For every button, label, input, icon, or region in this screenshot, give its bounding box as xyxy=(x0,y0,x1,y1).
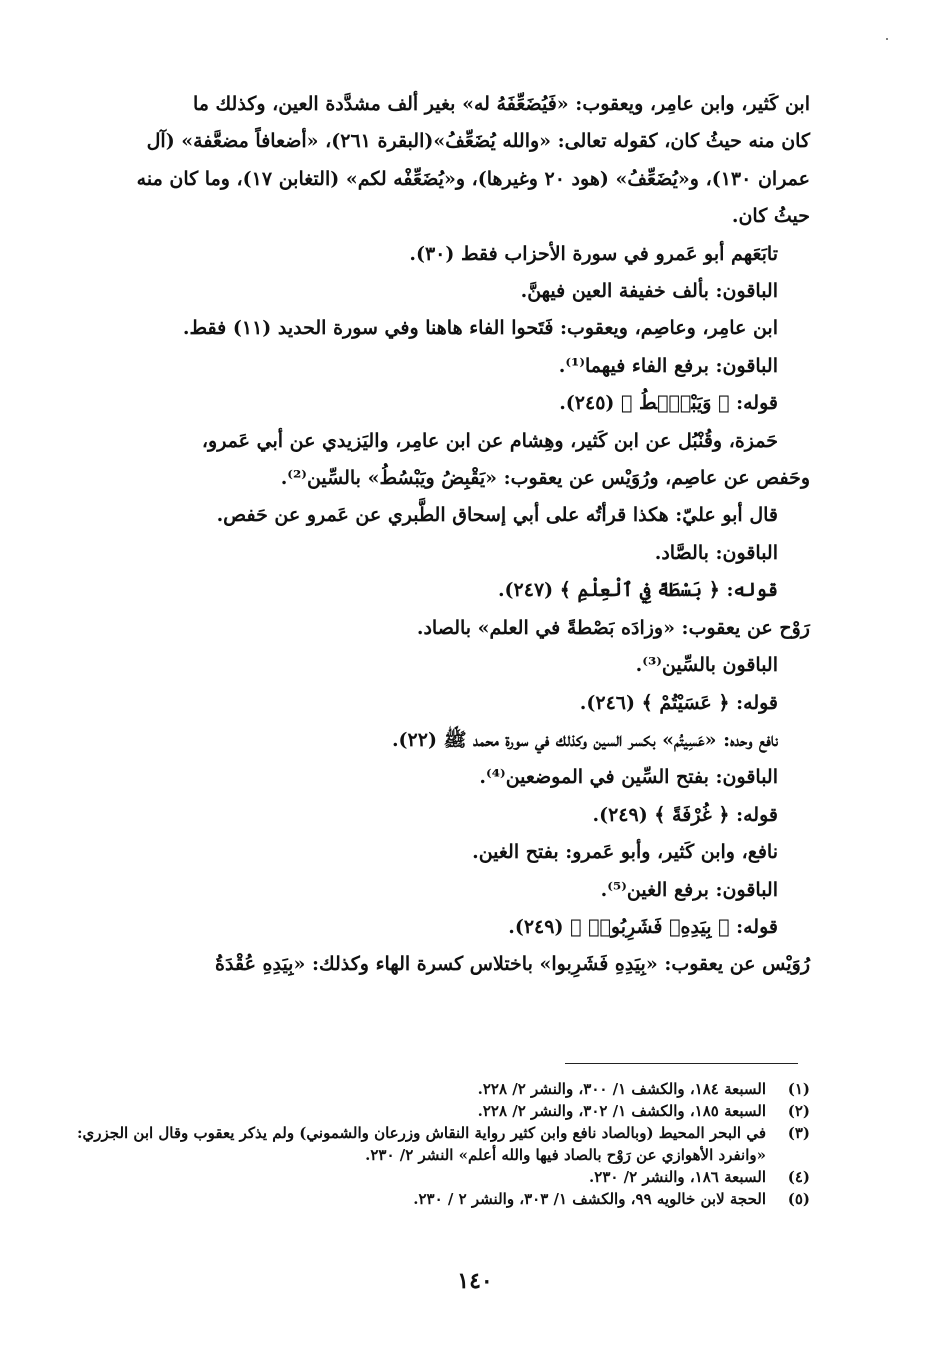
footnote-divider xyxy=(565,1063,798,1064)
footnote-text: في البحر المحيط (وبالصاد نافع وابن كثير رواية النقاش وزرعان والشموني) ولم يذكر يعقوب وقال ابن الجزري: «وانفرد الأهوازي عن رَوْح بالصاد فيها والله أعلم» النشر ٢/ ٢٣٠. xyxy=(76,1124,766,1164)
page-number: ١٤٠ xyxy=(457,1268,493,1294)
text-line: وحَفص عن عاصِم، ورُوَيْس عن يعقوب: «يَقْبِضُ ويَبْسُطُ» بالسِّين⁽²⁾. xyxy=(280,467,810,490)
text-line: ابن كَثير، وابن عامِر، ويعقوب: «فَيُضَعِّفَهُ له» بغير ألف مشدَّدة العين، وكذلك ما xyxy=(192,93,810,115)
text-line: قوله: ﴿ بِيَدِهِۦ فَشَرِبُوا۟ ﴾ (٢٤٩). xyxy=(508,915,778,938)
text-line: قوله: ﴿ عَسَيْتُمْ ﴾ (٢٤٦). xyxy=(579,691,778,714)
text-line: نافع، وابن كَثير، وأبو عَمرو: بفتح الغين. xyxy=(472,841,778,864)
footnote-text: الحجة لابن خالويه ٩٩، والكشف ١/ ٣٠٣، والنشر ٢ / ٢٣٠. xyxy=(413,1190,766,1208)
text-line: رَوْح عن يعقوب: «وزادَه بَصْطةً في العلم» بالصاد. xyxy=(416,616,810,639)
text-line: حَمزة، وقُنْبُل عن ابن كَثير، وهِشام عن ابن عامِر، واليَزيدي عن أبي عَمرو، xyxy=(201,429,778,452)
footnote-number: (٢) xyxy=(787,1102,810,1120)
text-line: نافع وحده: «عَسِيتُم» بكسر السين وكذلك في سورة محمد ﷺ (٢٢). xyxy=(391,728,778,751)
text-line: رُوَيْس عن يعقوب: «بِيَدِهِ فَشَرِبوا» باختلاس كسرة الهاء وكذلك: «بِيَدِهِ عُقْدَةُ xyxy=(215,953,810,976)
text-line: عمران ١٣٠)، و«يُضَعِّفُ» (هود ٢٠ وغيرها)، و«يُضَعِّفْه لكم» (التغابن ١٧)، وما كان منه xyxy=(136,167,810,190)
footnote-number: (٥) xyxy=(787,1190,810,1208)
text-line: الباقون: بألف خفيفة العين فيهنَّ. xyxy=(520,280,778,303)
text-line: الباقون: بالصَّاد. xyxy=(654,541,778,564)
footnote-number: (١) xyxy=(787,1080,810,1098)
text-line: الباقون: برفع الغين⁽⁵⁾. xyxy=(600,878,778,901)
text-line: حيثُ كان. xyxy=(731,205,810,228)
scan-speck xyxy=(886,38,888,40)
footnote-text: السبعة ١٨٤، والكشف ١/ ٣٠٠، والنشر ٢/ ٢٢٨. xyxy=(477,1080,766,1098)
footnote xyxy=(62,1166,810,1188)
text-line: قوله: ﴿ بَسْطَةً فِي ٱلْعِلْمِ ﴾ (٢٤٧). xyxy=(497,579,778,602)
footnote xyxy=(62,1078,810,1100)
footnote xyxy=(62,1188,810,1210)
footnote-number: (٤) xyxy=(787,1168,810,1186)
text-line: قوله: ﴿ وَيَبْصُۜطُ ﴾ (٢٤٥). xyxy=(559,392,778,415)
text-line: كان منه حيثُ كان، كقوله تعالى: «والله يُضَعِّفُ»(البقرة ٢٦١)، «أضعافاً مضعَّفة» (آل xyxy=(146,130,810,153)
text-line: الباقون: بفتح السِّين في الموضعين⁽⁴⁾. xyxy=(479,766,778,789)
footnote-text: السبعة ١٨٦، والنشر ٢/ ٢٣٠. xyxy=(589,1168,766,1186)
footnote-number: (٣) xyxy=(787,1124,810,1142)
text-line: تابَعَهم أبو عَمرو في سورة الأحزاب فقط (٣٠). xyxy=(409,242,778,265)
text-line: ابن عامِر، وعاصِم، ويعقوب: فَتَحوا الفاء هاهنا وفي سورة الحديد (١١) فقط. xyxy=(182,317,778,340)
footnote-text: السبعة ١٨٥، والكشف ١/ ٣٠٢، والنشر ٢/ ٢٢٨. xyxy=(477,1102,766,1120)
text-line: قوله: ﴿ غُرْفَةً ﴾ (٢٤٩). xyxy=(592,803,778,826)
text-line: قال أبو عليّ: هكذا قرأتُه على أبي إسحاق الطَّبري عن عَمرو عن حَفص. xyxy=(216,504,778,527)
text-line: الباقون: برفع الفاء فيهما⁽¹⁾. xyxy=(558,354,778,377)
text-line: الباقون بالسِّين⁽³⁾. xyxy=(635,654,778,677)
footnote xyxy=(62,1122,810,1166)
footnotes xyxy=(62,1078,810,1210)
footnote xyxy=(62,1100,810,1122)
main-text xyxy=(62,86,810,984)
